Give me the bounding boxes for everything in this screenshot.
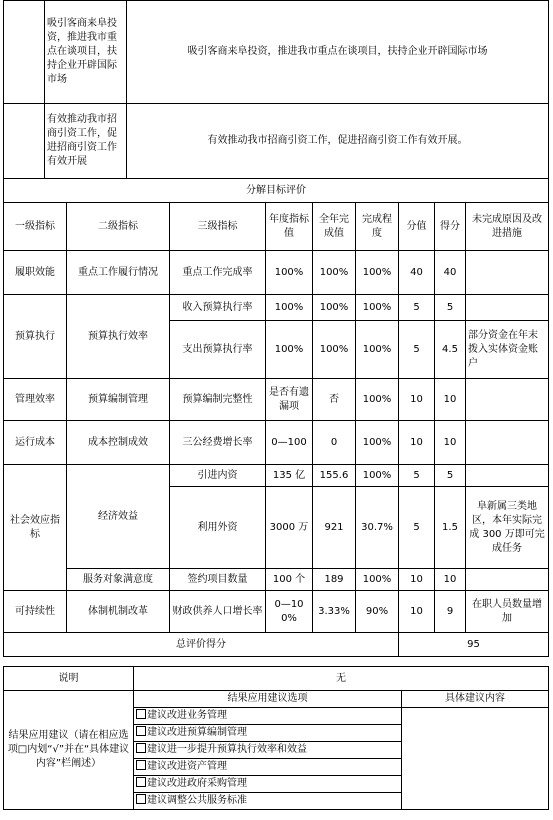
goal-label: 有效推动我市招商引资工作，促进招商引资工作有效开展 <box>45 104 127 179</box>
level1-cell: 可持续性 <box>4 591 67 633</box>
actual-cell: 100% <box>313 251 356 295</box>
level3-cell: 重点工作完成率 <box>170 251 266 295</box>
reason-cell <box>466 379 549 421</box>
total-value: 95 <box>399 633 549 657</box>
degree-cell: 100% <box>356 421 399 465</box>
got-cell: 40 <box>435 251 466 295</box>
got-cell: 10 <box>435 569 466 591</box>
header-cell: 年度指标值 <box>266 203 313 251</box>
score-cell: 10 <box>399 379 435 421</box>
score-cell: 5 <box>399 295 435 321</box>
reason-cell <box>466 295 549 321</box>
actual-cell: 3.33% <box>313 591 356 633</box>
reason-cell <box>466 421 549 465</box>
level2-cell: 重点工作履行情况 <box>67 251 170 295</box>
checkbox-icon[interactable] <box>136 726 146 736</box>
target-cell: 3000 万 <box>266 487 313 569</box>
goal-label: 吸引客商来阜投资，推进我市重点在谈项目，扶持企业开辟国际市场 <box>45 1 127 104</box>
level1-cell: 预算执行 <box>4 295 67 379</box>
blank-cell <box>4 104 45 179</box>
level1-cell: 社会效应指标 <box>4 465 67 591</box>
option-item[interactable] <box>134 742 402 759</box>
degree-cell: 30.7% <box>356 487 399 569</box>
degree-cell: 90% <box>356 591 399 633</box>
header-cell: 分值 <box>399 203 435 251</box>
degree-cell: 100% <box>356 295 399 321</box>
degree-cell: 100% <box>356 379 399 421</box>
reason-cell <box>466 251 549 295</box>
level2-cell: 成本控制成效 <box>67 421 170 465</box>
got-cell: 5 <box>435 295 466 321</box>
blank-cell <box>4 1 45 104</box>
header-cell: 全年完成值 <box>313 203 356 251</box>
level3-cell: 签约项目数量 <box>170 569 266 591</box>
suggestion-table <box>3 666 549 810</box>
header-cell: 完成程度 <box>356 203 399 251</box>
option-item[interactable] <box>134 776 402 793</box>
header-cell: 未完成原因及改进措施 <box>466 203 549 251</box>
detail-header: 具体建议内容 <box>402 691 549 708</box>
got-cell: 10 <box>435 379 466 421</box>
got-cell: 9 <box>435 591 466 633</box>
actual-cell: 921 <box>313 487 356 569</box>
level3-cell: 利用外资 <box>170 487 266 569</box>
reason-cell: 在职人员数量增加 <box>466 591 549 633</box>
section-title: 分解目标评价 <box>4 179 549 203</box>
target-cell: 135 亿 <box>266 465 313 487</box>
level3-cell: 预算编制完整性 <box>170 379 266 421</box>
detail-content[interactable] <box>402 708 549 810</box>
level2-cell: 服务对象满意度 <box>67 569 170 591</box>
degree-cell: 100% <box>356 321 399 379</box>
target-cell: 100% <box>266 251 313 295</box>
option-item[interactable] <box>134 759 402 776</box>
table-row <box>4 251 549 295</box>
actual-cell: 189 <box>313 569 356 591</box>
table-row <box>4 295 549 321</box>
level2-cell: 预算执行效率 <box>67 295 170 379</box>
header-cell: 三级指标 <box>170 203 266 251</box>
score-cell: 10 <box>399 569 435 591</box>
header-cell: 一级指标 <box>4 203 67 251</box>
score-cell: 5 <box>399 465 435 487</box>
level2-cell: 经济效益 <box>67 465 170 569</box>
score-cell: 5 <box>399 321 435 379</box>
goal-content: 吸引客商来阜投资，推进我市重点在谈项目，扶持企业开辟国际市场 <box>127 1 549 104</box>
options-header: 结果应用建议选项 <box>134 691 402 708</box>
got-cell: 5 <box>435 465 466 487</box>
header-cell: 得分 <box>435 203 466 251</box>
level3-cell: 引进内资 <box>170 465 266 487</box>
got-cell: 1.5 <box>435 487 466 569</box>
goal-row <box>4 104 549 179</box>
reason-cell <box>466 569 549 591</box>
level3-cell: 支出预算执行率 <box>170 321 266 379</box>
option-label: 建议改进政府采购管理 <box>147 778 247 789</box>
target-cell: 0—100 <box>266 421 313 465</box>
actual-cell: 0 <box>313 421 356 465</box>
explain-value: 无 <box>134 667 549 691</box>
score-cell: 10 <box>399 591 435 633</box>
got-cell: 4.5 <box>435 321 466 379</box>
table-row <box>4 379 549 421</box>
header-row <box>4 203 549 251</box>
explain-row <box>4 667 549 691</box>
total-label: 总评价得分 <box>4 633 399 657</box>
target-cell: 100 个 <box>266 569 313 591</box>
option-label: 建议改进预算编制管理 <box>147 727 247 738</box>
checkbox-icon[interactable] <box>136 777 146 787</box>
level2-cell: 预算编制管理 <box>67 379 170 421</box>
score-cell: 5 <box>399 487 435 569</box>
reason-cell <box>466 465 549 487</box>
table-row <box>4 569 549 591</box>
option-label: 建议调整公共服务标准 <box>147 795 247 806</box>
reason-cell: 阜新属三类地区，本年实际完成 300 万即可完成任务 <box>466 487 549 569</box>
indicator-table <box>3 178 549 657</box>
option-label: 建议改进业务管理 <box>147 710 227 721</box>
score-cell: 10 <box>399 421 435 465</box>
goal-table <box>3 0 549 179</box>
reason-cell: 部分资金在年末拨入实体资金账户 <box>466 321 549 379</box>
level1-cell: 履职效能 <box>4 251 67 295</box>
table-row <box>4 421 549 465</box>
level3-cell: 三公经费增长率 <box>170 421 266 465</box>
actual-cell: 100% <box>313 295 356 321</box>
level3-cell: 财政供养人口增长率 <box>170 591 266 633</box>
header-cell: 二级指标 <box>67 203 170 251</box>
actual-cell: 否 <box>313 379 356 421</box>
option-label: 建议进一步提升预算执行效率和效益 <box>147 744 307 755</box>
checkbox-icon[interactable] <box>136 760 146 770</box>
level3-cell: 收入预算执行率 <box>170 295 266 321</box>
explain-label: 说明 <box>4 667 134 691</box>
goal-content: 有效推动我市招商引资工作，促进招商引资工作有效开展。 <box>127 104 549 179</box>
checkbox-icon[interactable] <box>136 743 146 753</box>
option-item[interactable] <box>134 708 402 725</box>
score-cell: 40 <box>399 251 435 295</box>
target-cell: 0—100% <box>266 591 313 633</box>
level1-cell: 管理效率 <box>4 379 67 421</box>
level2-cell: 体制机制改革 <box>67 591 170 633</box>
target-cell: 是否有遗漏项 <box>266 379 313 421</box>
table-row <box>4 465 549 487</box>
actual-cell: 155.6 <box>313 465 356 487</box>
suggestion-label: 结果应用建议（请在相应选项□内划“√”并在“具体建议内容”栏阐述） <box>4 691 134 810</box>
level1-cell: 运行成本 <box>4 421 67 465</box>
target-cell: 100% <box>266 321 313 379</box>
total-row <box>4 633 549 657</box>
target-cell: 100% <box>266 295 313 321</box>
got-cell: 10 <box>435 421 466 465</box>
degree-cell: 100% <box>356 251 399 295</box>
actual-cell: 100% <box>313 321 356 379</box>
checkbox-icon[interactable] <box>136 709 146 719</box>
degree-cell: 100% <box>356 569 399 591</box>
option-item[interactable] <box>134 793 402 810</box>
goal-row <box>4 1 549 104</box>
option-item[interactable] <box>134 725 402 742</box>
table-row <box>4 591 549 633</box>
option-label: 建议改进资产管理 <box>147 761 227 772</box>
degree-cell: 100% <box>356 465 399 487</box>
checkbox-icon[interactable] <box>136 794 146 804</box>
